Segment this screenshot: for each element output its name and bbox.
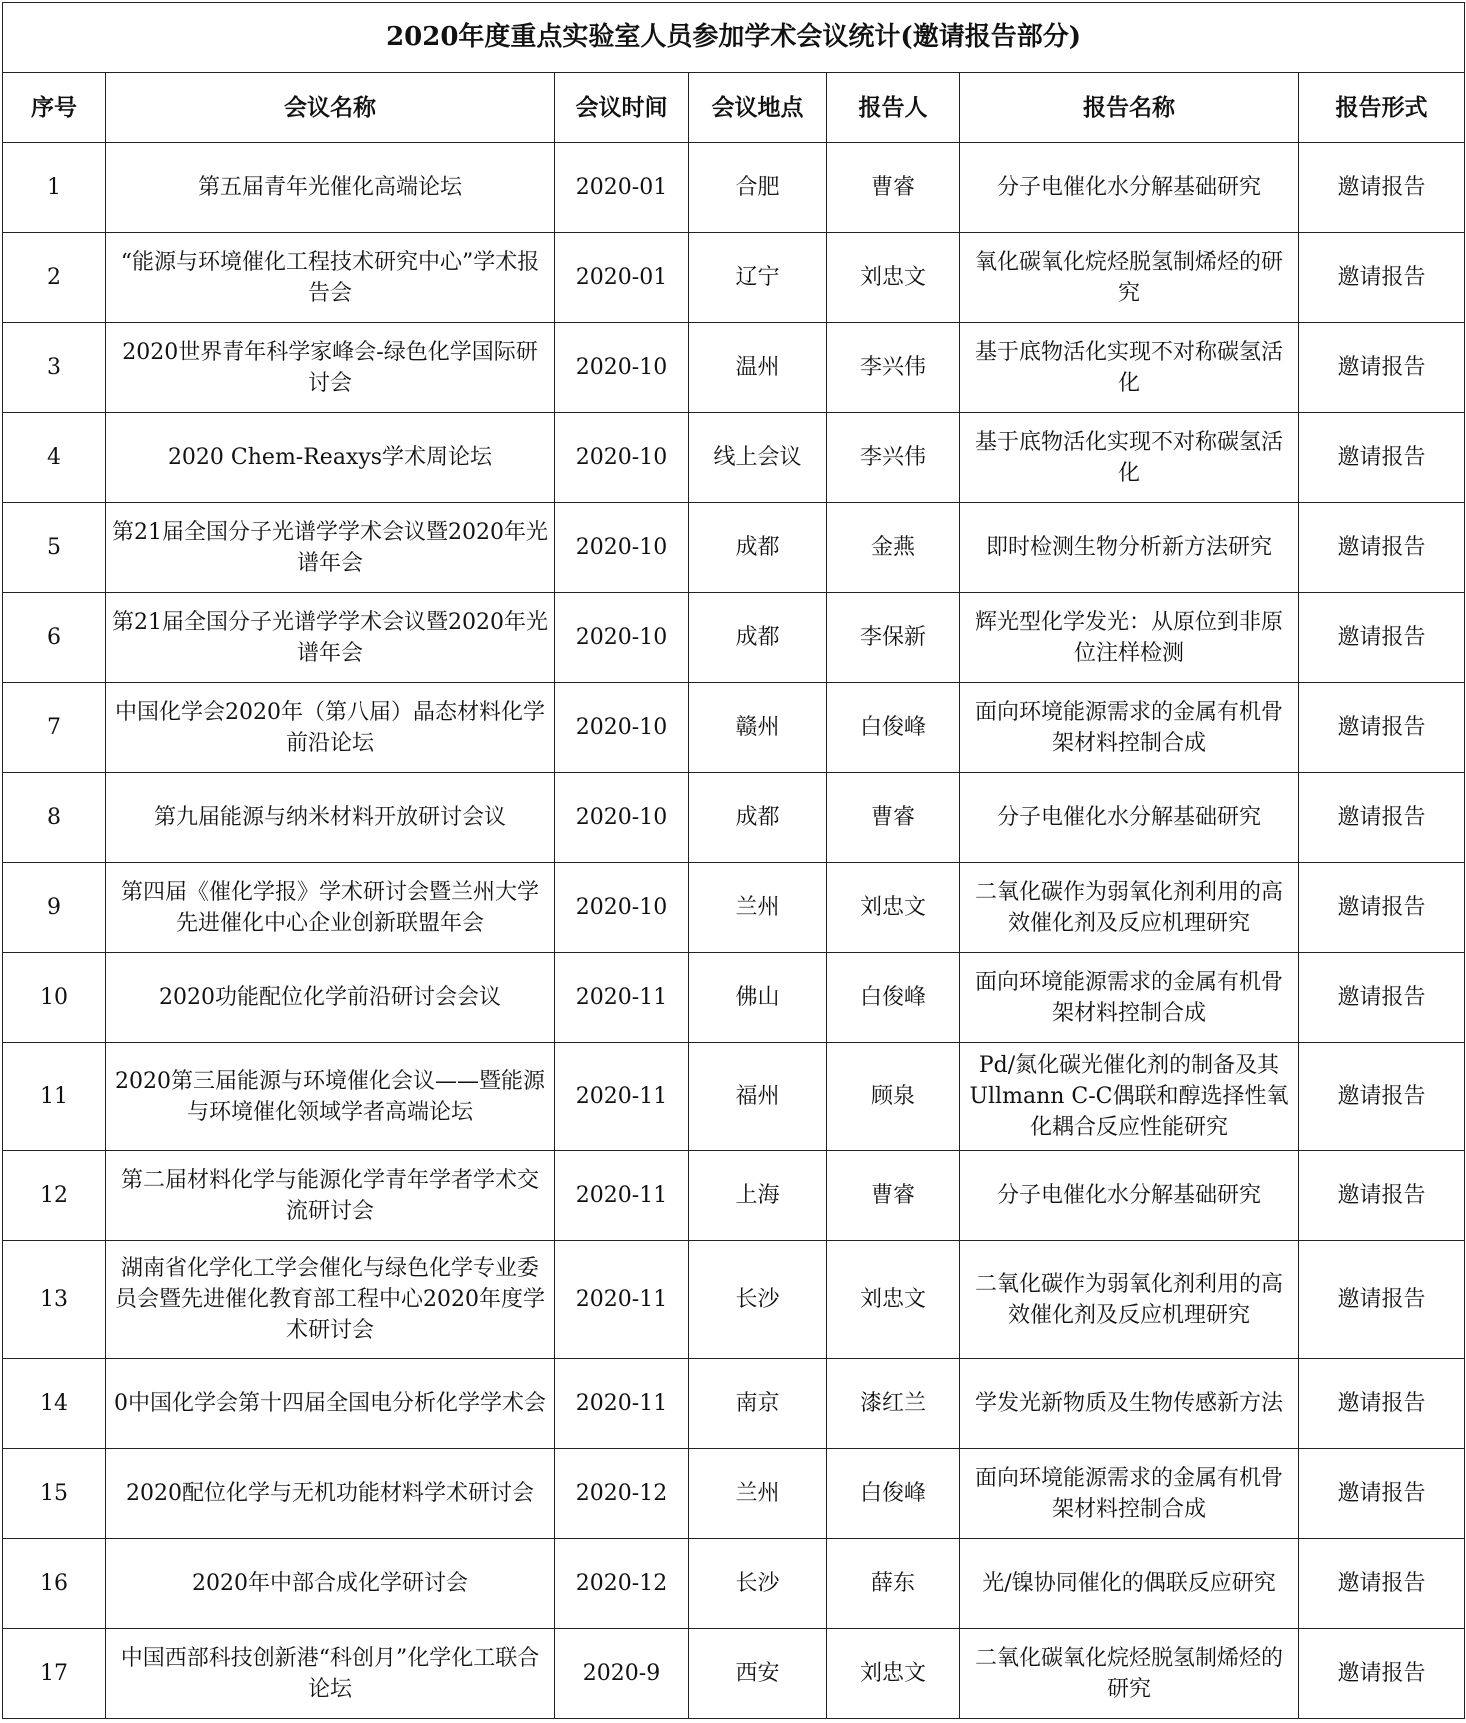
cell-report-title: 分子电催化水分解基础研究 bbox=[960, 1151, 1299, 1241]
table-body bbox=[3, 143, 1465, 1719]
table-row bbox=[3, 233, 1465, 323]
cell-index: 9 bbox=[3, 863, 106, 953]
cell-meeting-time: 2020-12 bbox=[555, 1449, 689, 1539]
cell-index: 4 bbox=[3, 413, 106, 503]
cell-report-form: 邀请报告 bbox=[1299, 1151, 1465, 1241]
cell-meeting-place: 成都 bbox=[689, 773, 827, 863]
cell-reporter: 漆红兰 bbox=[827, 1359, 960, 1449]
cell-index: 14 bbox=[3, 1359, 106, 1449]
cell-meeting-time: 2020-12 bbox=[555, 1539, 689, 1629]
cell-index: 17 bbox=[3, 1629, 106, 1719]
cell-meeting-name: 2020年中部合成化学研讨会 bbox=[106, 1539, 555, 1629]
cell-meeting-place: 南京 bbox=[689, 1359, 827, 1449]
cell-index: 5 bbox=[3, 503, 106, 593]
cell-meeting-place: 温州 bbox=[689, 323, 827, 413]
cell-meeting-place: 兰州 bbox=[689, 863, 827, 953]
cell-reporter: 白俊峰 bbox=[827, 683, 960, 773]
cell-meeting-time: 2020-01 bbox=[555, 233, 689, 323]
cell-report-title: 光/镍协同催化的偶联反应研究 bbox=[960, 1539, 1299, 1629]
cell-report-form: 邀请报告 bbox=[1299, 323, 1465, 413]
cell-report-title: 氧化碳氧化烷烃脱氢制烯烃的研究 bbox=[960, 233, 1299, 323]
cell-report-form: 邀请报告 bbox=[1299, 863, 1465, 953]
cell-index: 12 bbox=[3, 1151, 106, 1241]
cell-report-title: 基于底物活化实现不对称碳氢活化 bbox=[960, 323, 1299, 413]
cell-meeting-name: 中国化学会2020年（第八届）晶态材料化学前沿论坛 bbox=[106, 683, 555, 773]
cell-reporter: 曹睿 bbox=[827, 773, 960, 863]
table-row bbox=[3, 1539, 1465, 1629]
cell-reporter: 曹睿 bbox=[827, 1151, 960, 1241]
cell-report-title: 学发光新物质及生物传感新方法 bbox=[960, 1359, 1299, 1449]
cell-report-form: 邀请报告 bbox=[1299, 1449, 1465, 1539]
table-row bbox=[3, 323, 1465, 413]
cell-reporter: 顾泉 bbox=[827, 1043, 960, 1151]
cell-reporter: 白俊峰 bbox=[827, 1449, 960, 1539]
cell-meeting-name: 2020第三届能源与环境催化会议——暨能源与环境催化领域学者高端论坛 bbox=[106, 1043, 555, 1151]
cell-meeting-name: 第五届青年光催化高端论坛 bbox=[106, 143, 555, 233]
cell-meeting-time: 2020-01 bbox=[555, 143, 689, 233]
table-row bbox=[3, 1449, 1465, 1539]
cell-index: 13 bbox=[3, 1241, 106, 1359]
page-title: 2020年度重点实验室人员参加学术会议统计(邀请报告部分) bbox=[3, 3, 1465, 73]
cell-meeting-time: 2020-11 bbox=[555, 1359, 689, 1449]
cell-meeting-place: 长沙 bbox=[689, 1539, 827, 1629]
cell-reporter: 李兴伟 bbox=[827, 413, 960, 503]
cell-meeting-place: 福州 bbox=[689, 1043, 827, 1151]
cell-index: 3 bbox=[3, 323, 106, 413]
cell-meeting-place: 赣州 bbox=[689, 683, 827, 773]
cell-report-form: 邀请报告 bbox=[1299, 1539, 1465, 1629]
cell-meeting-place: 辽宁 bbox=[689, 233, 827, 323]
cell-index: 8 bbox=[3, 773, 106, 863]
header-row bbox=[3, 73, 1465, 143]
cell-meeting-place: 上海 bbox=[689, 1151, 827, 1241]
cell-meeting-place: 合肥 bbox=[689, 143, 827, 233]
cell-meeting-name: 第21届全国分子光谱学学术会议暨2020年光谱年会 bbox=[106, 503, 555, 593]
cell-meeting-time: 2020-11 bbox=[555, 1151, 689, 1241]
cell-meeting-name: 2020功能配位化学前沿研讨会会议 bbox=[106, 953, 555, 1043]
cell-report-form: 邀请报告 bbox=[1299, 1241, 1465, 1359]
cell-reporter: 金燕 bbox=[827, 503, 960, 593]
cell-report-form: 邀请报告 bbox=[1299, 413, 1465, 503]
cell-report-title: 即时检测生物分析新方法研究 bbox=[960, 503, 1299, 593]
table-row bbox=[3, 503, 1465, 593]
table-row bbox=[3, 683, 1465, 773]
cell-reporter: 曹睿 bbox=[827, 143, 960, 233]
cell-meeting-name: “能源与环境催化工程技术研究中心”学术报告会 bbox=[106, 233, 555, 323]
conference-table bbox=[2, 2, 1465, 1719]
cell-meeting-time: 2020-11 bbox=[555, 953, 689, 1043]
table-row bbox=[3, 413, 1465, 503]
cell-report-form: 邀请报告 bbox=[1299, 683, 1465, 773]
cell-meeting-place: 西安 bbox=[689, 1629, 827, 1719]
table-row bbox=[3, 1151, 1465, 1241]
cell-meeting-name: 第九届能源与纳米材料开放研讨会议 bbox=[106, 773, 555, 863]
cell-meeting-time: 2020-10 bbox=[555, 683, 689, 773]
cell-meeting-place: 成都 bbox=[689, 503, 827, 593]
cell-reporter: 薛东 bbox=[827, 1539, 960, 1629]
cell-report-form: 邀请报告 bbox=[1299, 503, 1465, 593]
table-row bbox=[3, 773, 1465, 863]
cell-meeting-name: 2020世界青年科学家峰会-绿色化学国际研讨会 bbox=[106, 323, 555, 413]
cell-index: 6 bbox=[3, 593, 106, 683]
cell-meeting-name: 湖南省化学化工学会催化与绿色化学专业委员会暨先进催化教育部工程中心2020年度学术研讨会 bbox=[106, 1241, 555, 1359]
cell-report-form: 邀请报告 bbox=[1299, 773, 1465, 863]
cell-index: 16 bbox=[3, 1539, 106, 1629]
col-header-report-title: 报告名称 bbox=[960, 73, 1299, 143]
cell-report-form: 邀请报告 bbox=[1299, 233, 1465, 323]
col-header-meeting-time: 会议时间 bbox=[555, 73, 689, 143]
cell-report-form: 邀请报告 bbox=[1299, 1629, 1465, 1719]
table-row bbox=[3, 1629, 1465, 1719]
table-row bbox=[3, 593, 1465, 683]
cell-report-title: 分子电催化水分解基础研究 bbox=[960, 143, 1299, 233]
col-header-report-form: 报告形式 bbox=[1299, 73, 1465, 143]
cell-meeting-name: 2020 Chem-Reaxys学术周论坛 bbox=[106, 413, 555, 503]
cell-report-form: 邀请报告 bbox=[1299, 953, 1465, 1043]
cell-reporter: 白俊峰 bbox=[827, 953, 960, 1043]
cell-reporter: 刘忠文 bbox=[827, 1241, 960, 1359]
cell-meeting-time: 2020-10 bbox=[555, 503, 689, 593]
cell-report-title: 基于底物活化实现不对称碳氢活化 bbox=[960, 413, 1299, 503]
cell-meeting-time: 2020-9 bbox=[555, 1629, 689, 1719]
cell-meeting-time: 2020-10 bbox=[555, 593, 689, 683]
col-header-reporter: 报告人 bbox=[827, 73, 960, 143]
col-header-meeting-place: 会议地点 bbox=[689, 73, 827, 143]
cell-reporter: 李保新 bbox=[827, 593, 960, 683]
cell-index: 7 bbox=[3, 683, 106, 773]
table-row bbox=[3, 1241, 1465, 1359]
cell-report-title: 面向环境能源需求的金属有机骨架材料控制合成 bbox=[960, 683, 1299, 773]
cell-report-form: 邀请报告 bbox=[1299, 1359, 1465, 1449]
cell-meeting-name: 0中国化学会第十四届全国电分析化学学术会 bbox=[106, 1359, 555, 1449]
col-header-meeting-name: 会议名称 bbox=[106, 73, 555, 143]
cell-report-title: 辉光型化学发光：从原位到非原位注样检测 bbox=[960, 593, 1299, 683]
table-row bbox=[3, 1043, 1465, 1151]
cell-reporter: 刘忠文 bbox=[827, 863, 960, 953]
cell-report-title: 分子电催化水分解基础研究 bbox=[960, 773, 1299, 863]
cell-report-title: 二氧化碳氧化烷烃脱氢制烯烃的研究 bbox=[960, 1629, 1299, 1719]
cell-meeting-name: 2020配位化学与无机功能材料学术研讨会 bbox=[106, 1449, 555, 1539]
cell-report-form: 邀请报告 bbox=[1299, 143, 1465, 233]
cell-meeting-name: 第二届材料化学与能源化学青年学者学术交流研讨会 bbox=[106, 1151, 555, 1241]
cell-meeting-place: 长沙 bbox=[689, 1241, 827, 1359]
cell-report-title: Pd/氮化碳光催化剂的制备及其Ullmann C-C偶联和醇选择性氧化耦合反应性能研究 bbox=[960, 1043, 1299, 1151]
cell-meeting-name: 中国西部科技创新港“科创月”化学化工联合论坛 bbox=[106, 1629, 555, 1719]
cell-index: 10 bbox=[3, 953, 106, 1043]
cell-meeting-name: 第四届《催化学报》学术研讨会暨兰州大学先进催化中心企业创新联盟年会 bbox=[106, 863, 555, 953]
table-row bbox=[3, 143, 1465, 233]
cell-meeting-time: 2020-11 bbox=[555, 1241, 689, 1359]
col-header-index: 序号 bbox=[3, 73, 106, 143]
table-row bbox=[3, 1359, 1465, 1449]
cell-report-title: 面向环境能源需求的金属有机骨架材料控制合成 bbox=[960, 1449, 1299, 1539]
cell-report-title: 二氧化碳作为弱氧化剂利用的高效催化剂及反应机理研究 bbox=[960, 863, 1299, 953]
cell-report-title: 二氧化碳作为弱氧化剂利用的高效催化剂及反应机理研究 bbox=[960, 1241, 1299, 1359]
cell-meeting-name: 第21届全国分子光谱学学术会议暨2020年光谱年会 bbox=[106, 593, 555, 683]
cell-meeting-time: 2020-11 bbox=[555, 1043, 689, 1151]
cell-meeting-place: 成都 bbox=[689, 593, 827, 683]
cell-meeting-place: 佛山 bbox=[689, 953, 827, 1043]
cell-meeting-place: 兰州 bbox=[689, 1449, 827, 1539]
table-row bbox=[3, 953, 1465, 1043]
cell-index: 15 bbox=[3, 1449, 106, 1539]
cell-report-form: 邀请报告 bbox=[1299, 593, 1465, 683]
cell-index: 11 bbox=[3, 1043, 106, 1151]
cell-meeting-time: 2020-10 bbox=[555, 323, 689, 413]
cell-meeting-time: 2020-10 bbox=[555, 413, 689, 503]
cell-reporter: 李兴伟 bbox=[827, 323, 960, 413]
cell-meeting-time: 2020-10 bbox=[555, 863, 689, 953]
cell-report-title: 面向环境能源需求的金属有机骨架材料控制合成 bbox=[960, 953, 1299, 1043]
cell-reporter: 刘忠文 bbox=[827, 233, 960, 323]
cell-meeting-time: 2020-10 bbox=[555, 773, 689, 863]
cell-meeting-place: 线上会议 bbox=[689, 413, 827, 503]
cell-index: 2 bbox=[3, 233, 106, 323]
cell-report-form: 邀请报告 bbox=[1299, 1043, 1465, 1151]
table-container bbox=[2, 2, 1464, 1719]
cell-reporter: 刘忠文 bbox=[827, 1629, 960, 1719]
cell-index: 1 bbox=[3, 143, 106, 233]
table-row bbox=[3, 863, 1465, 953]
